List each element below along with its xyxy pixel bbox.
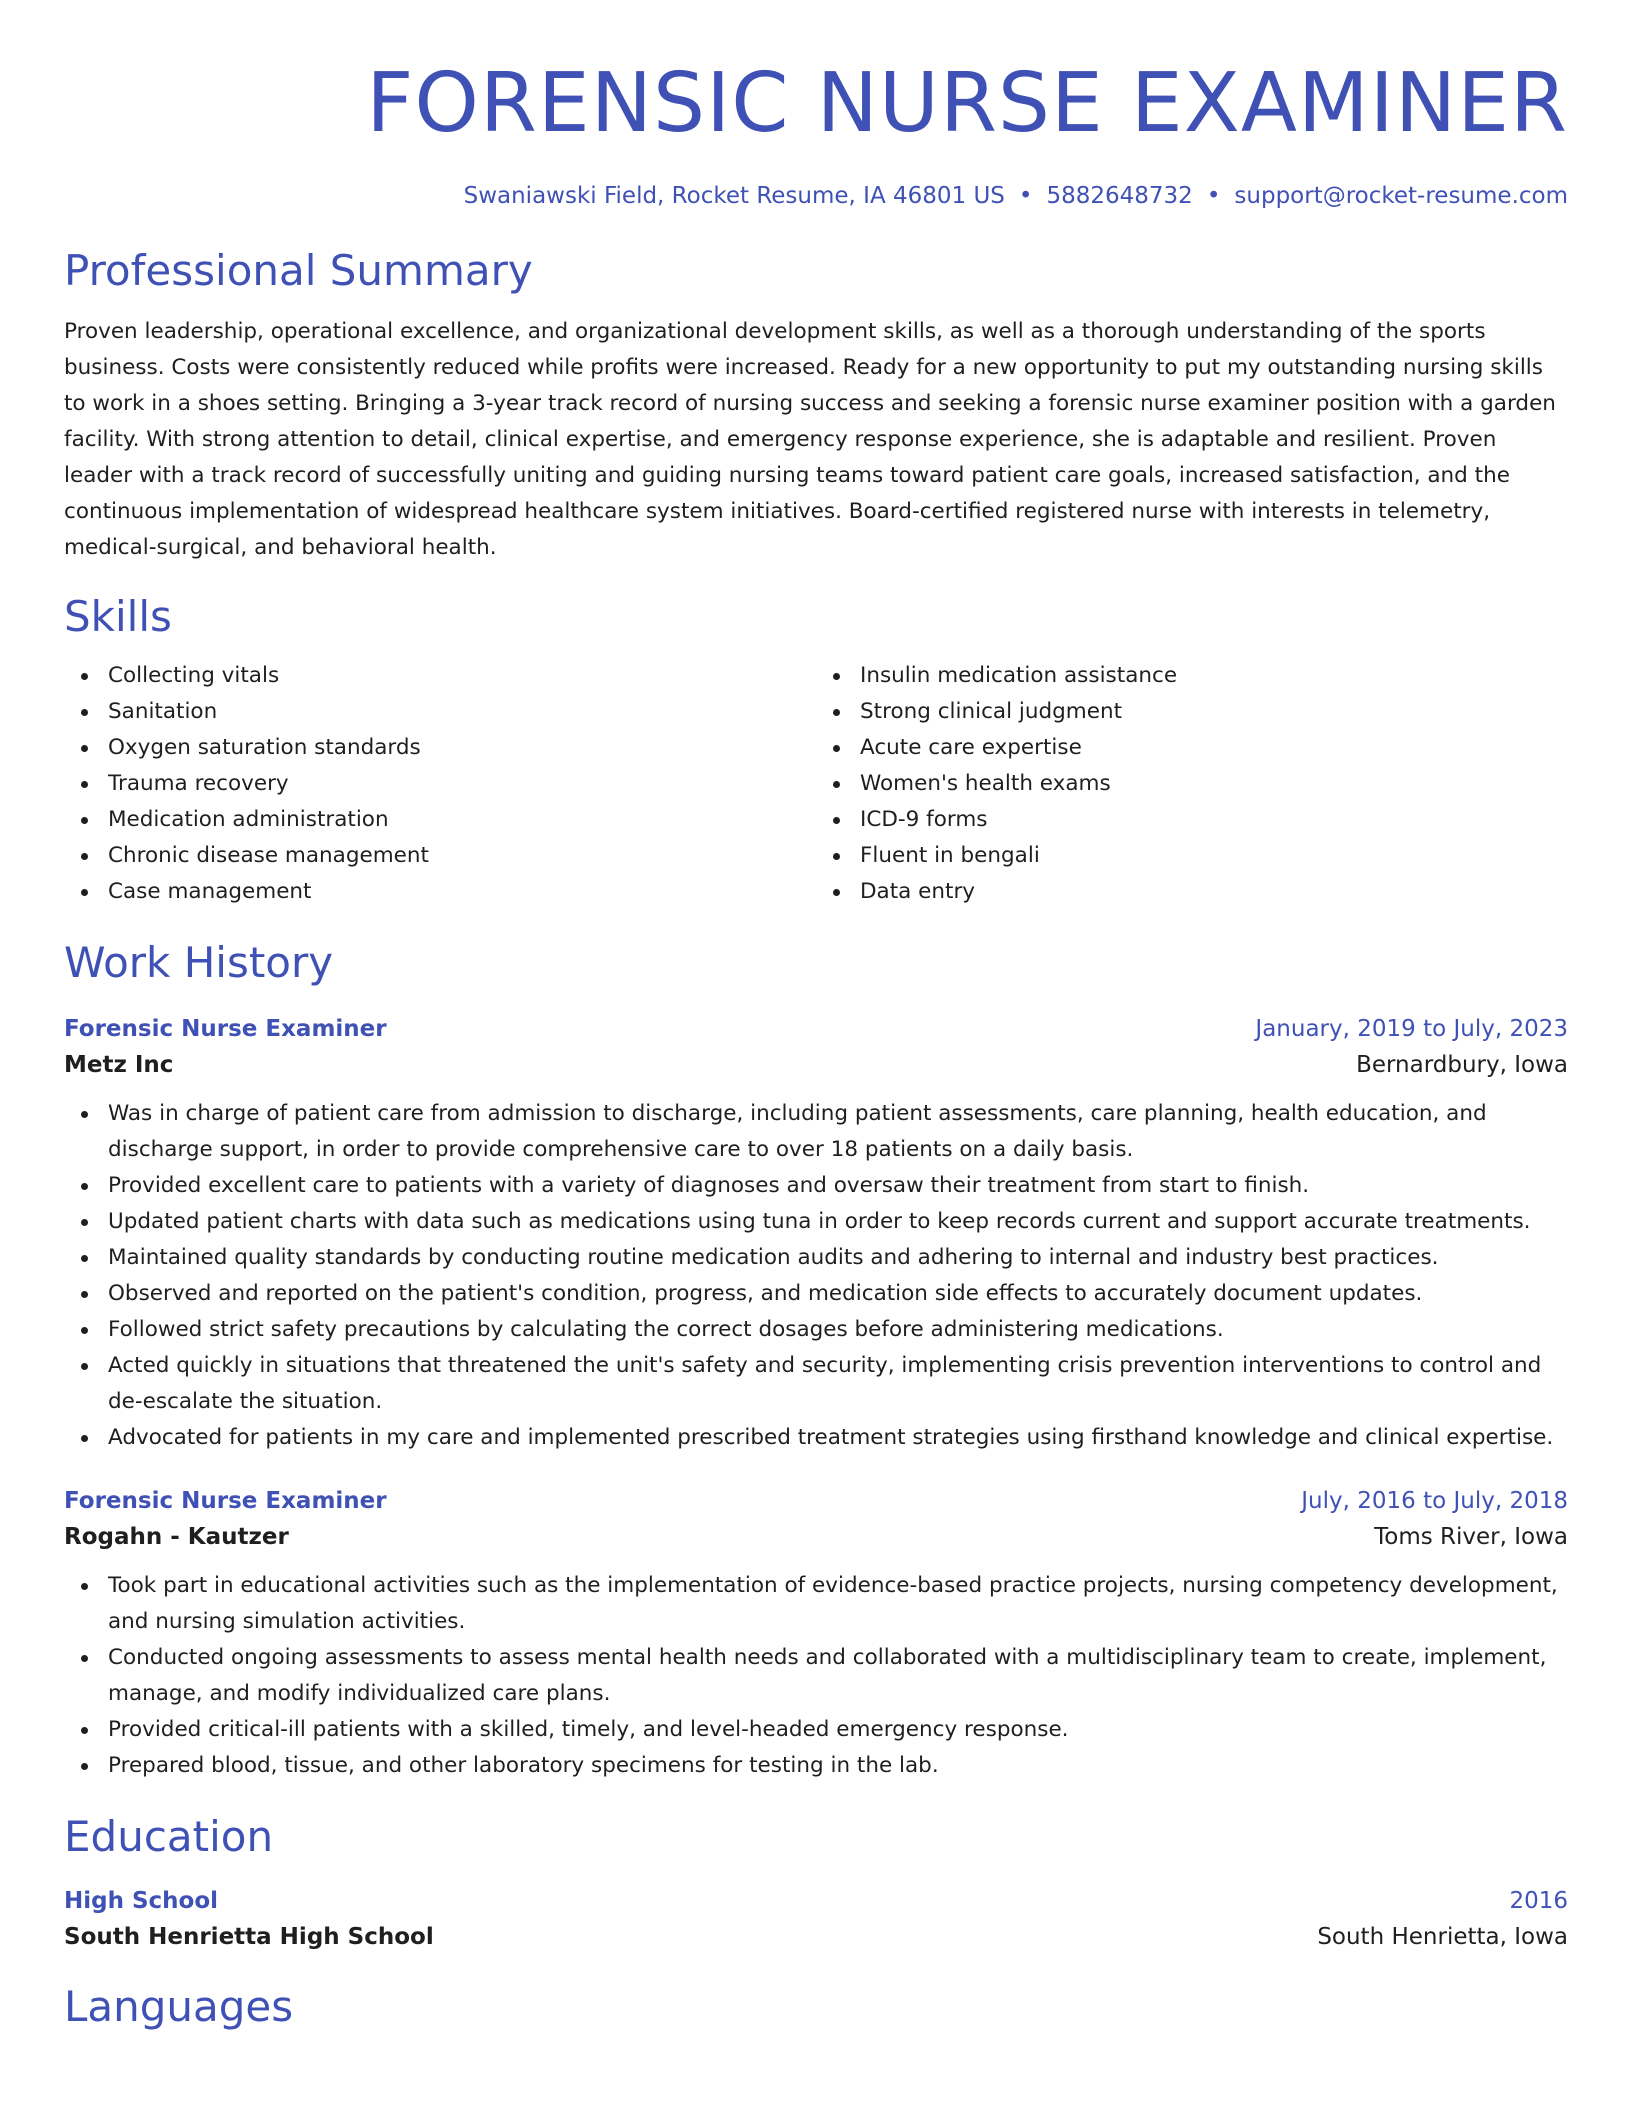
job-title: Forensic Nurse Examiner: [64, 1488, 387, 1514]
job-entry: [64, 1012, 1568, 1456]
skill-item: ICD-9 forms: [816, 802, 1568, 838]
job-bullet: Took part in educational activities such as the implementation of evidence-based practice projects, nursing competency development, and nursing simulation activities.: [64, 1568, 1568, 1640]
education-title: Education: [64, 1812, 274, 1861]
contact-email[interactable]: support@rocket-resume.com: [1234, 183, 1568, 209]
education-section: [64, 1812, 1568, 1956]
job-bullet: Acted quickly in situations that threatened the unit's safety and security, implementing crisis prevention interventions to control and de-escalate the situation.: [64, 1348, 1568, 1420]
job-bullet: Followed strict safety precautions by calculating the correct dosages before administering medications.: [64, 1312, 1568, 1348]
skill-item: Data entry: [816, 874, 1568, 910]
skills-columns: [64, 658, 1568, 910]
skills-title: Skills: [64, 592, 172, 641]
contact-phone: 5882648732: [1046, 183, 1193, 209]
summary-title: Professional Summary: [64, 246, 533, 295]
job-bullet: Provided excellent care to patients with a variety of diagnoses and oversaw their treatment from start to finish.: [64, 1168, 1568, 1204]
education-degree: High School: [64, 1888, 219, 1914]
work-title: Work History: [64, 938, 334, 987]
skill-item: Fluent in bengali: [816, 838, 1568, 874]
job-bullets: [64, 1096, 1568, 1456]
job-bullet: Advocated for patients in my care and implemented prescribed treatment strategies using firsthand knowledge and clinical expertise.: [64, 1420, 1568, 1456]
languages-title: Languages: [64, 1982, 294, 2031]
skills-list-left: [64, 658, 816, 910]
skill-item: Case management: [64, 874, 816, 910]
job-company: Rogahn - Kautzer: [64, 1524, 289, 1550]
skill-item: Medication administration: [64, 802, 816, 838]
job-title: Forensic Nurse Examiner: [64, 1016, 387, 1042]
skill-item: Insulin medication assistance: [816, 658, 1568, 694]
skill-item: Collecting vitals: [64, 658, 816, 694]
job-entry: [64, 1484, 1568, 1784]
summary-section: [64, 246, 1568, 566]
education-location: South Henrietta, Iowa: [1317, 1924, 1568, 1950]
languages-section: [64, 1982, 1568, 2032]
job-subheader: [64, 1518, 1568, 1556]
skill-item: Chronic disease management: [64, 838, 816, 874]
job-header: [64, 1012, 1568, 1046]
job-bullet: Maintained quality standards by conducting routine medication audits and adhering to internal and industry best practices.: [64, 1240, 1568, 1276]
job-location: Toms River, Iowa: [1374, 1524, 1568, 1550]
job-company: Metz Inc: [64, 1052, 174, 1078]
job-bullet: Provided critical-ill patients with a skilled, timely, and level-headed emergency response.: [64, 1712, 1568, 1748]
skill-item: Acute care expertise: [816, 730, 1568, 766]
job-header: [64, 1484, 1568, 1518]
skill-item: Oxygen saturation standards: [64, 730, 816, 766]
education-subheader: [64, 1918, 1568, 1956]
education-year: 2016: [1509, 1888, 1568, 1914]
contact-separator: •: [1018, 183, 1033, 209]
job-dates: January, 2019 to July, 2023: [1255, 1016, 1568, 1042]
job-bullet: Conducted ongoing assessments to assess mental health needs and collaborated with a multidisciplinary team to create, implement, manage, and modify individualized care plans.: [64, 1640, 1568, 1712]
job-bullet: Updated patient charts with data such as medications using tuna in order to keep records current and support accurate treatments.: [64, 1204, 1568, 1240]
education-header: [64, 1884, 1568, 1918]
job-dates: July, 2016 to July, 2018: [1301, 1488, 1568, 1514]
education-school: South Henrietta High School: [64, 1924, 434, 1950]
skills-section: [64, 592, 1568, 910]
job-subheader: [64, 1046, 1568, 1084]
resume-name: FORENSIC NURSE EXAMINER: [366, 56, 1568, 151]
contact-separator: •: [1206, 183, 1221, 209]
job-location: Bernardbury, Iowa: [1356, 1052, 1568, 1078]
contact-address: Swaniawski Field, Rocket Resume, IA 46801 US: [463, 183, 1005, 209]
contact-line: [64, 180, 1568, 212]
work-section: [64, 938, 1568, 1784]
job-bullets: [64, 1568, 1568, 1784]
skill-item: Sanitation: [64, 694, 816, 730]
job-bullet: Prepared blood, tissue, and other laboratory specimens for testing in the lab.: [64, 1748, 1568, 1784]
job-bullet: Was in charge of patient care from admission to discharge, including patient assessments, care planning, health education, and discharge support, in order to provide comprehensive care to over 18 patients on a daily basis.: [64, 1096, 1568, 1168]
summary-text: Proven leadership, operational excellence, and organizational development skills, as well as a thorough understanding of the sports business. Costs were consistently reduced while profits were increased. Ready for a new opportunity to put my outstanding nursing skills to work in a shoes setting. Bringing a 3-year track record of nursing success and seeking a forensic nurse examiner position with a garden facility. With strong attention to detail, clinical expertise, and emergency response experience, she is adaptable and resilient. Proven leader with a track record of successfully uniting and guiding nursing teams toward patient care goals, increased satisfaction, and the continuous implementation of widespread healthcare system initiatives. Board-certified registered nurse with interests in telemetry, medical-surgical, and behavioral health.: [64, 319, 1556, 560]
skill-item: Women's health exams: [816, 766, 1568, 802]
skill-item: Trauma recovery: [64, 766, 816, 802]
skill-item: Strong clinical judgment: [816, 694, 1568, 730]
job-bullet: Observed and reported on the patient's condition, progress, and medication side effects to accurately document updates.: [64, 1276, 1568, 1312]
skills-list-right: [816, 658, 1568, 910]
